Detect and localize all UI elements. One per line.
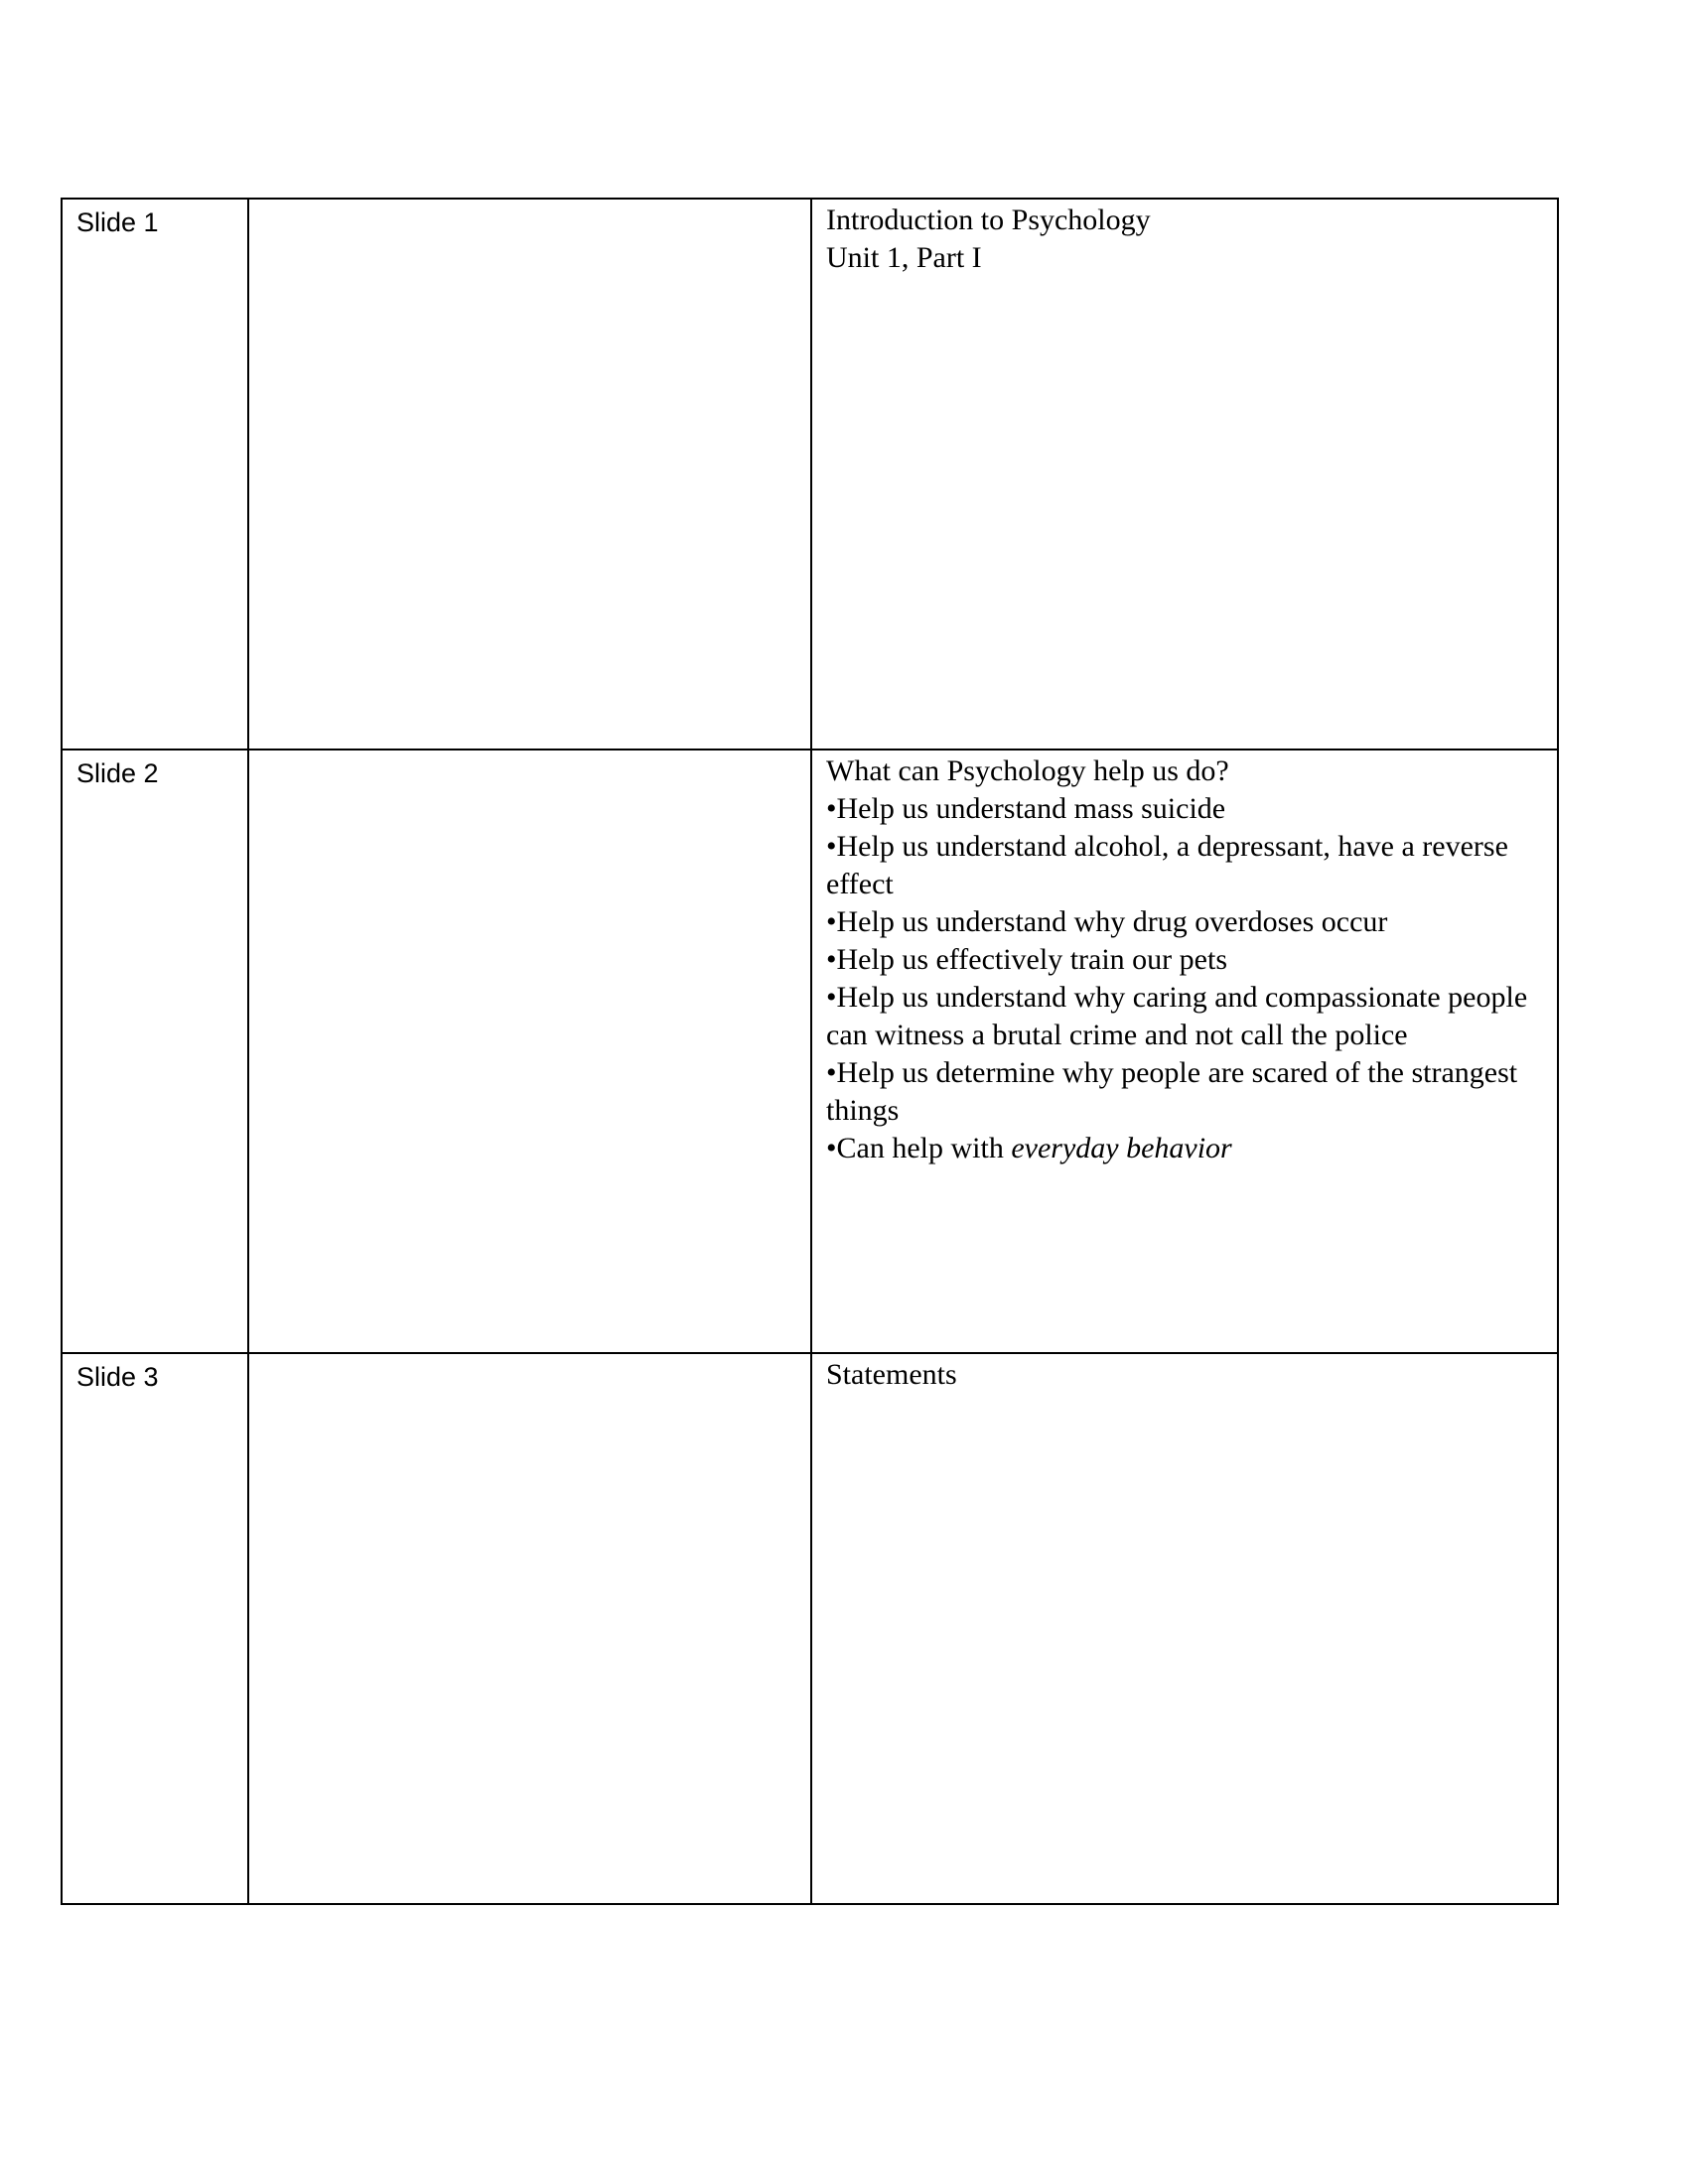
slide-title: Statements — [826, 1358, 957, 1391]
slide-subtitle: Unit 1, Part I — [826, 241, 982, 274]
slide-content — [812, 1354, 1557, 1394]
notes-blank-cell — [248, 750, 811, 1353]
bullet-item: •Help us understand alcohol, a depressant, have a reverse effect — [826, 830, 1508, 900]
slide-content — [812, 751, 1557, 1167]
bullet-emphasis: everyday behavior — [1011, 1132, 1232, 1164]
slide-content-cell — [811, 750, 1558, 1353]
bullet-item: •Help us understand why drug overdoses occur — [826, 905, 1388, 938]
slide-label-cell — [62, 1353, 248, 1904]
slide-content-cell — [811, 199, 1558, 750]
bullet-item: •Help us understand mass suicide — [826, 792, 1226, 825]
slide-heading: What can Psychology help us do? — [826, 754, 1229, 787]
notes-blank-cell — [248, 1353, 811, 1904]
table-row — [62, 199, 1558, 750]
slide-label: Slide 1 — [76, 207, 159, 237]
table-row — [62, 1353, 1558, 1904]
slide-label: Slide 3 — [76, 1362, 159, 1392]
slide-content — [812, 200, 1557, 277]
bullet-item: •Help us effectively train our pets — [826, 943, 1227, 976]
slide-label-cell — [62, 199, 248, 750]
notes-table — [61, 198, 1559, 1905]
slide-label: Slide 2 — [76, 758, 159, 788]
slide-title: Introduction to Psychology — [826, 204, 1151, 236]
bullet-item: •Help us understand why caring and compassionate people can witness a brutal crime and not call the police — [826, 981, 1528, 1051]
bullet-prefix: •Can help with — [826, 1132, 1012, 1164]
table-row — [62, 750, 1558, 1353]
slide-label-cell — [62, 750, 248, 1353]
bullet-item-last — [826, 1130, 1543, 1167]
bullet-item: •Help us determine why people are scared of the strangest things — [826, 1056, 1518, 1127]
notes-blank-cell — [248, 199, 811, 750]
slide-content-cell — [811, 1353, 1558, 1904]
